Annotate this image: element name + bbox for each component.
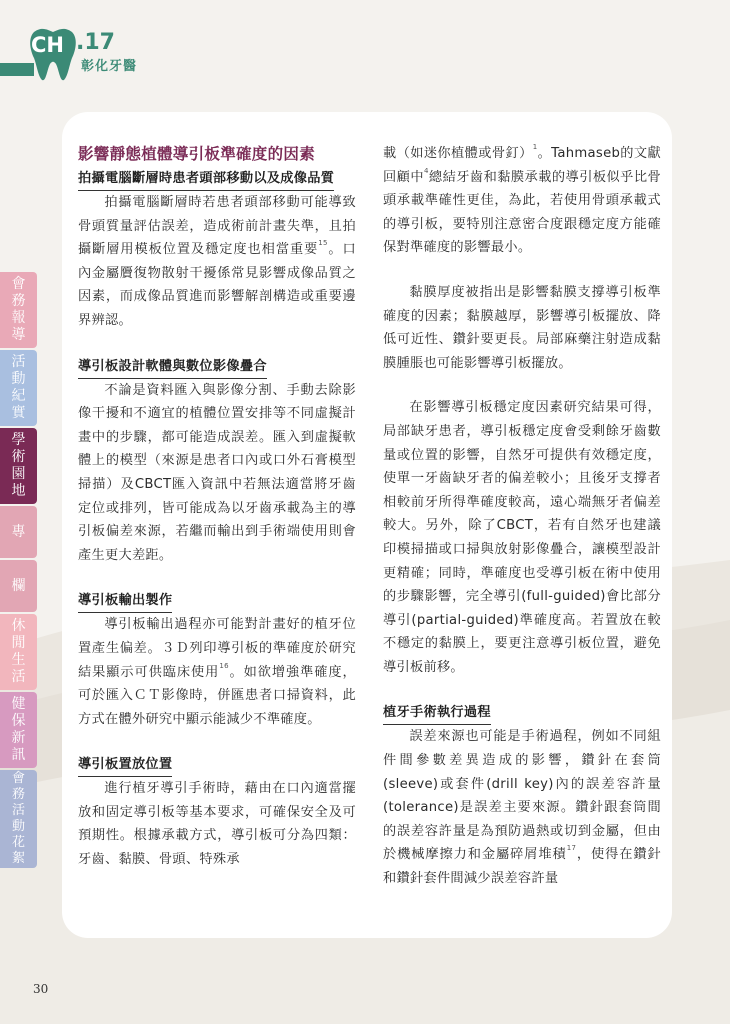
article-left-column <box>78 142 356 872</box>
paragraph-text: 導引板輸出過程亦可能對計畫好的植牙位置產生偏差。３Ｄ列印導引板的準確度於研究結果顯示可供臨床使用 <box>78 617 356 680</box>
side-tab-academic[interactable] <box>0 428 37 504</box>
paragraph-text: 。口內金屬贗復物散射干擾係常見影響成像品質之因素，而成像品質進而影響解剖構造或重要邊界辨認。 <box>78 242 356 328</box>
article-right-column <box>383 142 661 891</box>
chapter-title: 彰化牙醫 <box>81 59 138 74</box>
side-tab-activities[interactable] <box>0 350 37 426</box>
paragraph <box>383 725 661 890</box>
paragraph-text: ，使得在鑽針和鑽針套件間減少誤差容許量 <box>383 847 661 887</box>
paragraph-text: 拍攝電腦斷層時若患者頭部移動可能導致骨頭質量評估誤差，造成術前計畫失準，且拍攝斷層用模板位置及穩定度也相當重要 <box>78 195 356 258</box>
paragraph: 不論是資料匯入與影像分割、手動去除影像干擾和不適宜的植體位置安排等不同虛擬計畫中的步驟，都可能造成誤差。匯入到虛擬軟體上的模型（來源是患者口內或口外石膏模型掃描）及CBCT匯入資訊中若無法適當將牙齒定位或排列，皆可能成為以牙齒承載為主的導引板偏差來源，若繼而輸出到手術端使用則會產生更大差距。 <box>78 382 356 563</box>
citation-ref: 4 <box>423 166 429 175</box>
side-tab-column-2[interactable] <box>0 560 37 612</box>
side-tab-label: 休 閒 生 活 <box>11 618 26 685</box>
side-tab-label: 健 保 新 訊 <box>11 696 26 763</box>
paragraph-text: 。如欲增強準確度，可於匯入ＣＴ影像時，併匯患者口掃資料，此方式在體外研究中顯示能減少不準確度。 <box>78 664 357 727</box>
chapter-label: CH <box>31 33 64 57</box>
side-tab-label: 活 動 紀 實 <box>11 354 26 421</box>
article-title: 影響靜態植體導引板準確度的因素 <box>78 145 316 163</box>
paragraph-text: 。Tahmaseb的文獻回顧中 <box>383 146 661 185</box>
paragraph: 黏膜厚度被指出是影響黏膜支撐導引板準確度的因素；黏膜越厚，影響導引板擺放、降低可近性、鑽針要更長。局部麻藥注射造成黏膜腫脹也可能影響導引板擺放。 <box>383 284 661 371</box>
side-tabs <box>0 272 37 870</box>
paragraph-text: 總結牙齒和黏膜承載的導引板似乎比骨頭承載準確性更佳，為此，若使用骨頭承載式的導引板，要特別注意密合度跟穩定度方能確保對準確度的影響最小。 <box>383 169 661 256</box>
section-heading: 拍攝電腦斷層時患者頭部移動以及成像品質 <box>78 167 334 191</box>
paragraph-text: 誤差來源也可能是手術過程，例如不同組件間參數差異造成的影響，鑽針在套筒(sleeve)或套件(drill key)內的誤差容許量(tolerance)是誤差主要來源。鑽針跟套筒間的誤差容許量是為預防過熱或切到金屬，但由於機械摩擦力和金屬碎屑堆積 <box>383 729 661 863</box>
citation-ref: 1 <box>532 143 538 151</box>
section-heading: 導引板設計軟體與數位影像疊合 <box>78 355 267 379</box>
side-tab-news[interactable] <box>0 272 37 348</box>
section-heading: 導引板輸出製作 <box>78 589 172 613</box>
paragraph <box>383 142 661 260</box>
side-tab-highlights[interactable] <box>0 770 37 868</box>
side-tab-column-1[interactable] <box>0 506 37 558</box>
section-heading: 導引板置放位置 <box>78 753 172 777</box>
chapter-number: .17 <box>76 30 115 55</box>
side-tab-label: 會 務 報 導 <box>11 276 26 343</box>
citation-ref: 16 <box>219 661 229 670</box>
side-tab-health-insurance[interactable] <box>0 692 37 768</box>
citation-ref: 17 <box>566 844 577 853</box>
side-tab-label: 欄 <box>11 577 26 594</box>
side-tab-label: 會 務 活 動 花 絮 <box>11 771 25 866</box>
paragraph: 進行植牙導引手術時，藉由在口內適當擺放和固定導引板等基本要求，可確保安全及可預期性。根據承載方式，導引板可分為四類：牙齒、黏膜、骨頭、特殊承 <box>78 781 356 868</box>
side-tab-label: 學 術 園 地 <box>11 432 26 499</box>
side-tab-leisure[interactable] <box>0 614 37 690</box>
paragraph-text: 載（如迷你植體或骨釘） <box>383 146 533 161</box>
side-tab-label: 專 <box>11 523 26 540</box>
section-heading: 植牙手術執行過程 <box>383 701 491 725</box>
citation-ref: 15 <box>318 239 328 248</box>
paragraph <box>78 613 356 731</box>
paragraph: 在影響導引板穩定度因素研究結果可得，局部缺牙患者，導引板穩定度會受剩餘牙齒數量或位置的影響，自然牙可提供有效穩定度，使單一牙齒缺牙者的偏差較小；且後牙支撐者相較前牙所得準確度較高，遠心端無牙者偏差較大。另外，除了CBCT，若有自然牙也建議印模掃描或口掃與放射影像疊合，讓模型設計更精確；同時，準確度也受導引板在術中使用的步驟影響，完全導引(full-guided)會比部分導引(partial-guided)準確度高。若置放在較不穩定的黏膜上，要更注意導引板位置，避免導引板前移。 <box>383 400 661 675</box>
page-number: 30 <box>33 982 49 996</box>
paragraph <box>78 191 356 333</box>
